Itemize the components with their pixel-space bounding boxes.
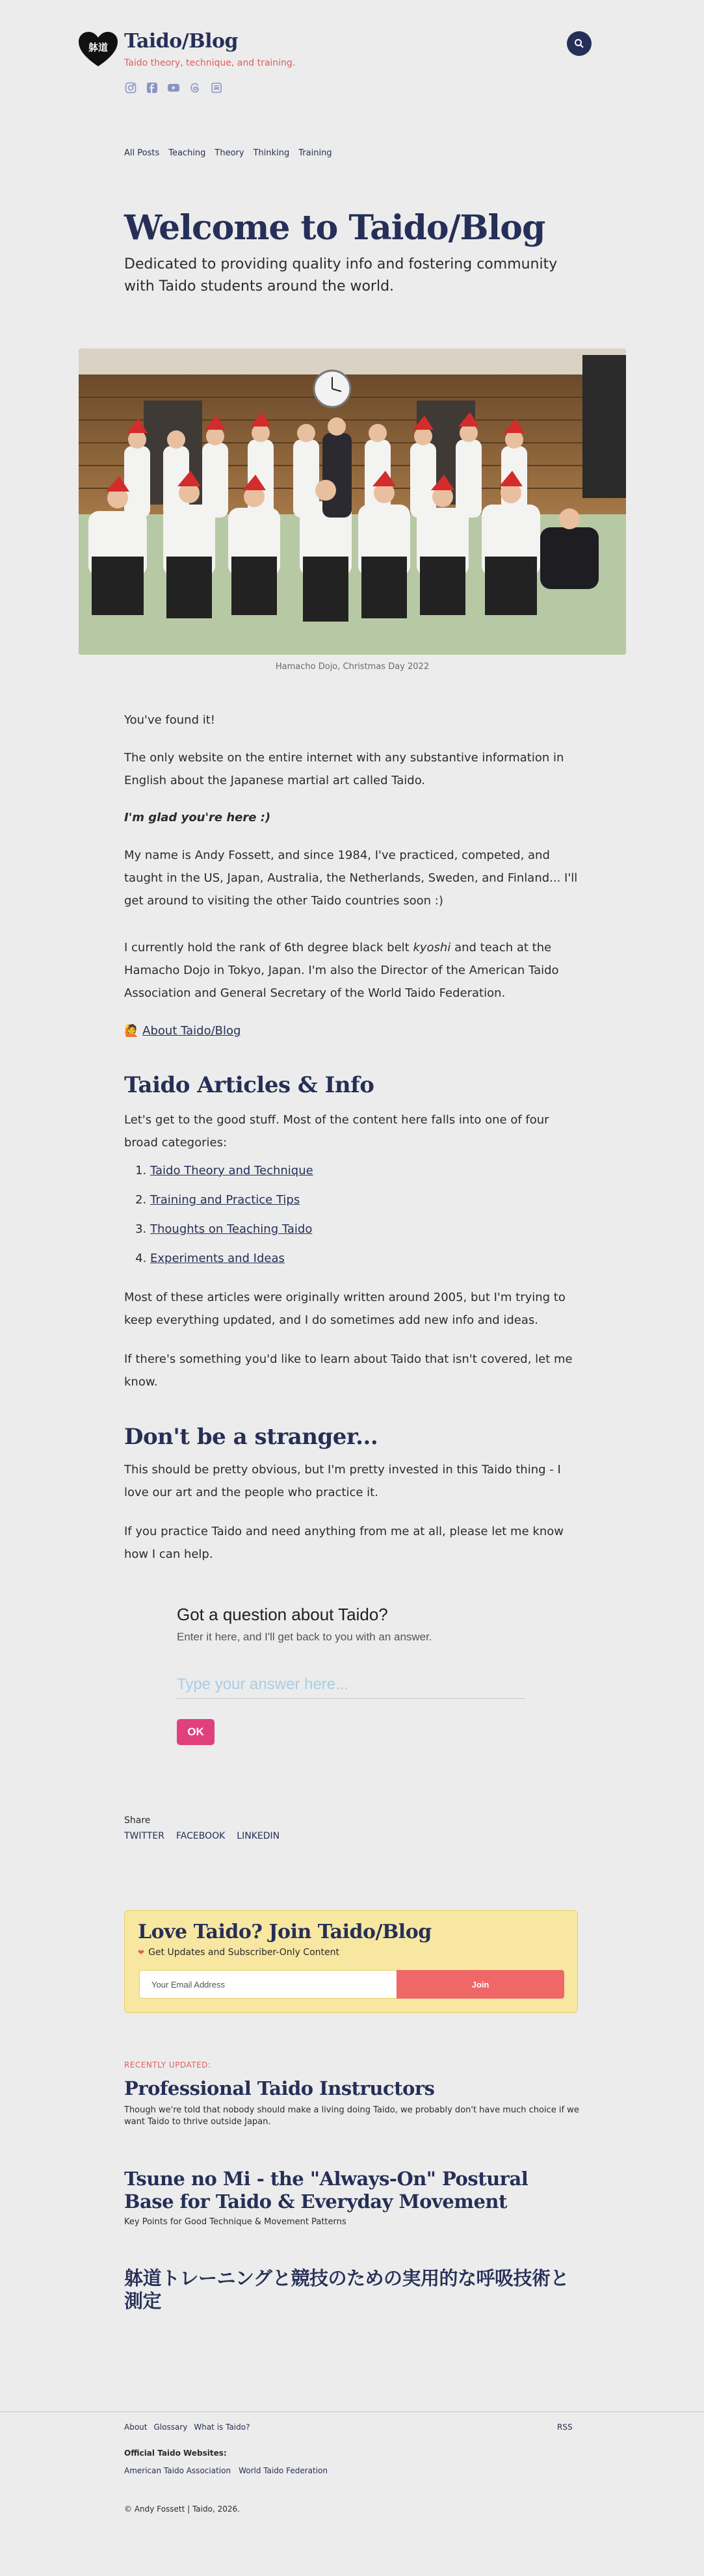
- page-title: Welcome to Taido/Blog: [124, 208, 545, 248]
- link-experiments[interactable]: Experiments and Ideas: [150, 1252, 285, 1265]
- heart-icon: ❤: [138, 1948, 145, 1957]
- search-button[interactable]: [567, 31, 592, 56]
- search-icon: [574, 38, 584, 49]
- nav-training[interactable]: Training: [298, 148, 332, 158]
- stranger-heading: Don't be a stranger...: [124, 1424, 378, 1450]
- link-training-tips[interactable]: Training and Practice Tips: [150, 1193, 300, 1207]
- recent-post-excerpt: Though we're told that nobody should make a living doing Taido, we probably don't have much choice if we want Taido to thrive outside Japan.: [124, 2105, 579, 2127]
- recent-post-title[interactable]: Professional Taido Instructors: [124, 2077, 435, 2099]
- copyright: © Andy Fossett | Taido, 2026.: [124, 2504, 240, 2514]
- logo-text: 躰道: [88, 42, 108, 53]
- rss-link[interactable]: RSS: [557, 2423, 573, 2432]
- articles-p1: Most of these articles were originally written around 2005, but I'm trying to keep everything updated, and I do sometimes add new info and ideas.: [124, 1291, 566, 1327]
- link-teaching[interactable]: Thoughts on Teaching Taido: [150, 1222, 313, 1236]
- category-nav: [124, 148, 332, 158]
- newsletter-subtitle: [138, 1947, 339, 1958]
- threads-icon[interactable]: [189, 81, 202, 94]
- stranger-p2: If you practice Taido and need anything from me at all, please let me know how I can help.: [124, 1525, 564, 1561]
- articles-heading: Taido Articles & Info: [124, 1072, 374, 1098]
- ok-button[interactable]: OK: [177, 1719, 215, 1745]
- facebook-icon[interactable]: [146, 81, 159, 94]
- share-label: Share: [124, 1815, 151, 1826]
- list-item: [150, 1185, 592, 1215]
- site-logo[interactable]: [78, 31, 118, 68]
- raised-hand-icon: 🙋: [124, 1024, 139, 1038]
- articles-list: [137, 1156, 592, 1273]
- newsletter-email-input[interactable]: [139, 1970, 397, 1999]
- about-link-row: [124, 1019, 579, 1042]
- link-theory-technique[interactable]: Taido Theory and Technique: [150, 1164, 313, 1177]
- list-item: [150, 1244, 592, 1273]
- photo-caption: Hamacho Dojo, Christmas Day 2022: [275, 662, 430, 672]
- link-world-taido[interactable]: World Taido Federation: [239, 2466, 328, 2475]
- recent-post-excerpt: Key Points for Good Technique & Movement Patterns: [124, 2217, 346, 2227]
- site-tagline: Taido theory, technique, and training.: [124, 58, 296, 68]
- intro-p5: I currently hold the rank of 6th degree black belt kyoshi and teach at the Hamacho Dojo in Tokyo, Japan. I'm also the Director of the American Taido Association and General Secretary of the World Taido Federation.: [124, 941, 559, 1000]
- footer-nav: [124, 2423, 250, 2432]
- footer-glossary[interactable]: Glossary: [153, 2423, 188, 2432]
- share-links: [124, 1831, 280, 1841]
- recently-updated-label: RECENTLY UPDATED:: [124, 2060, 211, 2070]
- question-form-subtitle: Enter it here, and I'll get back to you with an answer.: [177, 1631, 432, 1643]
- question-input[interactable]: [177, 1671, 525, 1699]
- nav-theory[interactable]: Theory: [215, 148, 244, 158]
- intro-p2: The only website on the entire internet with any substantive information in English about the Japanese martial art called Taido.: [124, 751, 564, 787]
- nav-thinking[interactable]: Thinking: [253, 148, 290, 158]
- site-title[interactable]: Taido/Blog: [124, 30, 238, 53]
- footer-what-is-taido[interactable]: What is Taido?: [194, 2423, 250, 2432]
- nav-teaching[interactable]: Teaching: [168, 148, 206, 158]
- intro-p4: My name is Andy Fossett, and since 1984, I've practiced, competed, and taught in the US, Japan, Australia, the Netherlands, Sweden, and Finland... I'll get around to visiting the other Taido countries soon :): [124, 848, 578, 908]
- footer-about[interactable]: About: [124, 2423, 148, 2432]
- intro-p3: I'm glad you're here :): [124, 811, 271, 824]
- share-linkedin[interactable]: LINKEDIN: [237, 1831, 280, 1841]
- page-subtitle: Dedicated to providing quality info and fostering community with Taido students around the world.: [124, 256, 558, 295]
- intro-p1: You've found it!: [124, 713, 216, 727]
- share-facebook[interactable]: FACEBOOK: [176, 1831, 226, 1841]
- share-twitter[interactable]: TWITTER: [124, 1831, 164, 1841]
- stranger-p1: This should be pretty obvious, but I'm pretty invested in this Taido thing - I love our art and the people who practice it.: [124, 1463, 561, 1499]
- question-form-title: Got a question about Taido?: [177, 1605, 388, 1624]
- official-sites-label: Official Taido Websites:: [124, 2449, 227, 2458]
- list-item: [150, 1215, 592, 1244]
- recent-post-title[interactable]: 躰道トレーニングと競技のための実用的な呼吸技術と測定: [124, 2267, 569, 2312]
- about-link[interactable]: About Taido/Blog: [142, 1024, 241, 1038]
- link-american-taido[interactable]: American Taido Association: [124, 2466, 231, 2475]
- recent-post-title[interactable]: Tsune no Mi - the "Always-On" Postural Base for Taido & Everyday Movement: [124, 2168, 528, 2213]
- hero-photo: [79, 348, 626, 655]
- nav-all-posts[interactable]: All Posts: [124, 148, 160, 158]
- official-sites-links: [124, 2466, 328, 2475]
- social-links: [124, 81, 223, 94]
- youtube-icon[interactable]: [167, 81, 180, 94]
- list-item: [150, 1156, 592, 1185]
- articles-intro: Let's get to the good stuff. Most of the content here falls into one of four broad categories:: [124, 1113, 549, 1150]
- newsletter-subtitle-text: Get Updates and Subscriber-Only Content: [148, 1947, 339, 1958]
- substack-icon[interactable]: [210, 81, 223, 94]
- newsletter-title: Love Taido? Join Taido/Blog: [138, 1921, 432, 1943]
- instagram-icon[interactable]: [124, 81, 137, 94]
- articles-p2: If there's something you'd like to learn about Taido that isn't covered, let me know.: [124, 1352, 573, 1389]
- join-button[interactable]: Join: [397, 1970, 564, 1999]
